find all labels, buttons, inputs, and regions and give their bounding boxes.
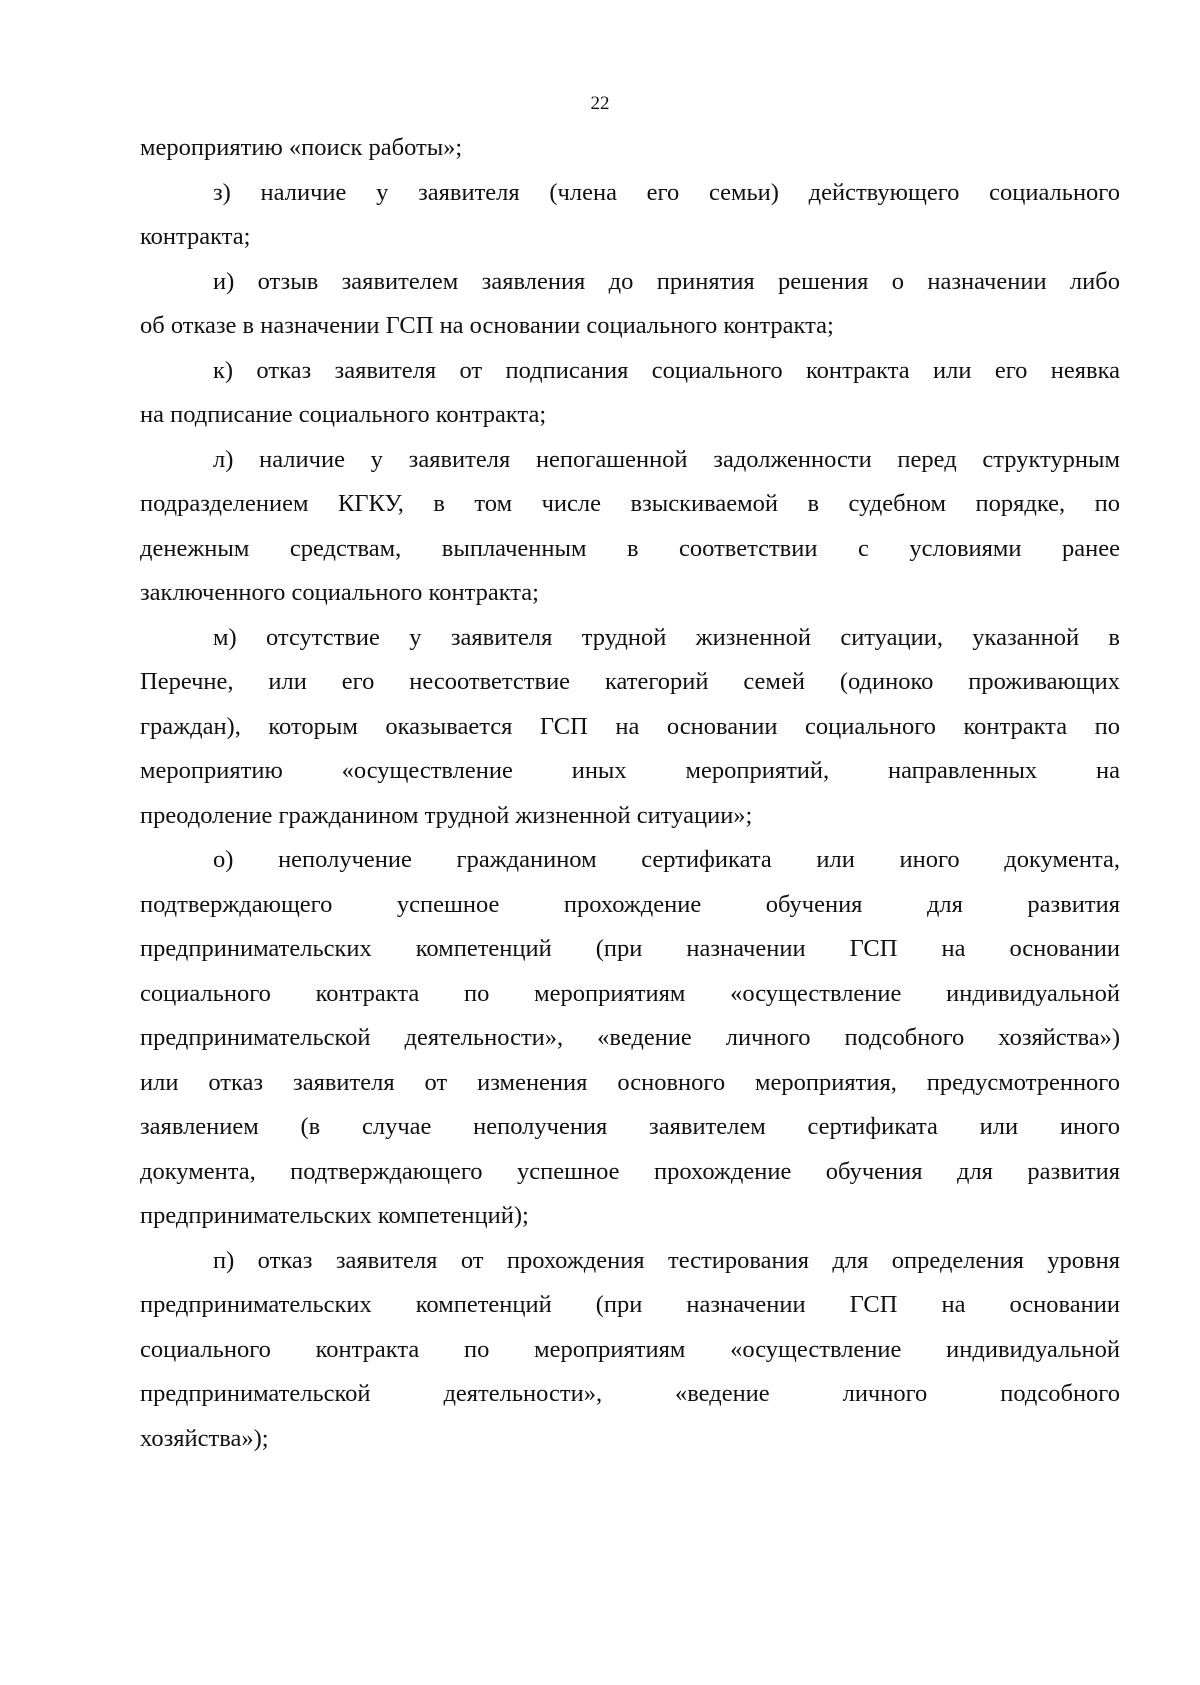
text-line: Перечне, или его несоответствие категорий семей (одиноко проживающих (140, 668, 1120, 695)
text-line: предпринимательских компетенций); (140, 1202, 529, 1229)
text-line: мероприятию «поиск работы»; (140, 134, 463, 161)
text-line: предпринимательских компетенций (при назначении ГСП на основании (140, 935, 1120, 962)
text-line: заключенного социального контракта; (140, 579, 539, 606)
text-line: или отказ заявителя от изменения основного мероприятия, предусмотренного (140, 1069, 1120, 1096)
text-line: социального контракта по мероприятиям «осуществление индивидуальной (140, 980, 1120, 1007)
paragraph-p-start: п) отказ заявителя от прохождения тестирования для определения уровня (213, 1247, 1120, 1274)
text-line: хозяйства»); (140, 1425, 269, 1452)
text-line: подтверждающего успешное прохождение обучения для развития (140, 891, 1120, 918)
text-line: контракта; (140, 223, 251, 250)
paragraph-z-start: з) наличие у заявителя (члена его семьи) действующего социального (213, 179, 1120, 206)
text-line: предпринимательской деятельности», «ведение личного подсобного (140, 1380, 1120, 1407)
paragraph-l-start: л) наличие у заявителя непогашенной задолженности перед структурным (213, 446, 1120, 473)
paragraph-i-start: и) отзыв заявителем заявления до принятия решения о назначении либо (213, 268, 1120, 295)
text-line: предпринимательской деятельности», «ведение личного подсобного хозяйства») (140, 1024, 1120, 1051)
text-line: об отказе в назначении ГСП на основании социального контракта; (140, 312, 834, 339)
text-line: предпринимательских компетенций (при назначении ГСП на основании (140, 1291, 1120, 1318)
text-line: преодоление гражданином трудной жизненной ситуации»; (140, 802, 753, 829)
text-line: на подписание социального контракта; (140, 401, 547, 428)
paragraph-m-start: м) отсутствие у заявителя трудной жизненной ситуации, указанной в (213, 624, 1120, 651)
paragraph-o-start: о) неполучение гражданином сертификата или иного документа, (213, 846, 1120, 873)
text-line: мероприятию «осуществление иных мероприятий, направленных на (140, 757, 1120, 784)
text-line: социального контракта по мероприятиям «осуществление индивидуальной (140, 1336, 1120, 1363)
page-number: 22 (590, 93, 610, 114)
text-line: заявлением (в случае неполучения заявителем сертификата или иного (140, 1113, 1120, 1140)
paragraph-k-start: к) отказ заявителя от подписания социального контракта или его неявка (213, 357, 1120, 384)
text-line: граждан), которым оказывается ГСП на основании социального контракта по (140, 713, 1120, 740)
text-line: документа, подтверждающего успешное прохождение обучения для развития (140, 1158, 1120, 1185)
text-line: денежным средствам, выплаченным в соответствии с условиями ранее (140, 535, 1120, 562)
text-line: подразделением КГКУ, в том числе взыскиваемой в судебном порядке, по (140, 490, 1120, 517)
